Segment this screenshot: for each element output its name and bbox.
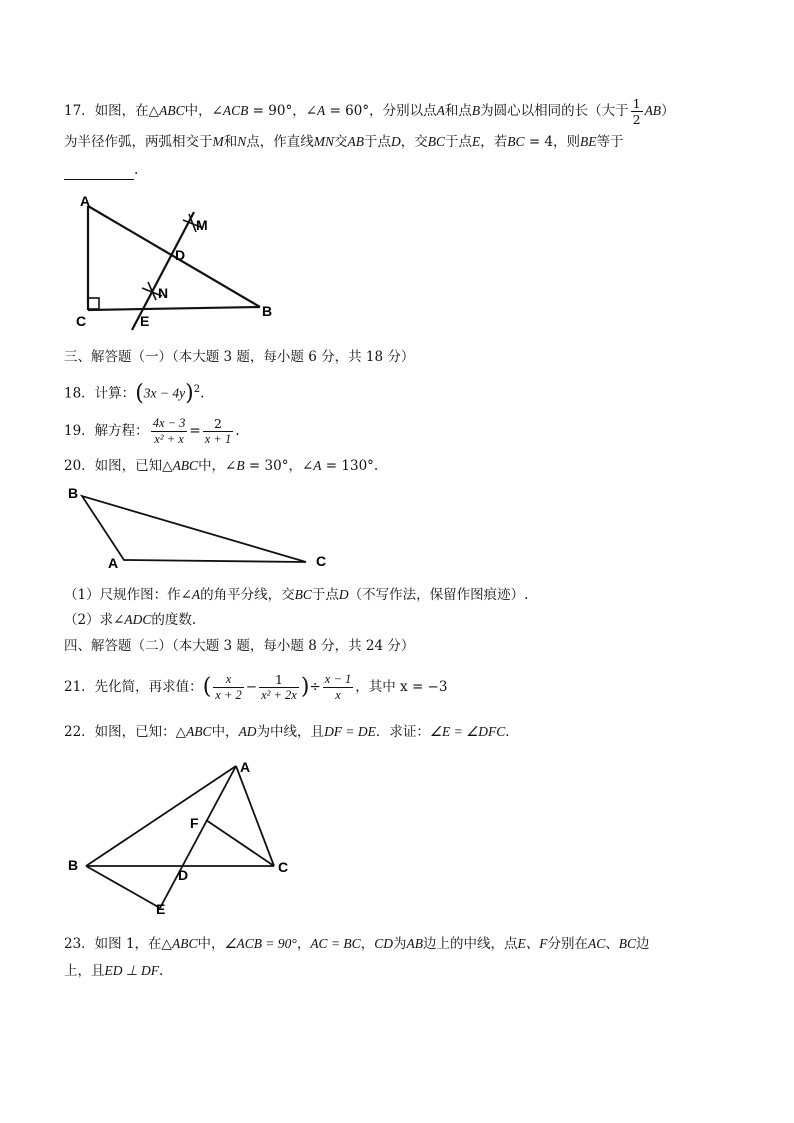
label-C: C (278, 859, 289, 875)
label-B: B (68, 857, 79, 873)
q19: 19．解方程： $\frac{4x - 3}{\text{x² + x}}$ = $\frac{2}{x + 1}$ . (64, 416, 240, 446)
segment-CB (88, 307, 260, 310)
q17-line1: 17．如图，在△ABC中，∠ACB = 90°，∠A = 60°，分别以点A和点B为圆心以相同的长（大于 $\frac{1}{2}$ AB） (64, 96, 675, 127)
segment-BA (86, 766, 236, 866)
q22-stem: 22．如图，已知：△ABC中，AD为中线，且DF = DE．求证：∠E = ∠DFC． (64, 724, 519, 740)
answer-blank (64, 165, 134, 180)
label-F: F (190, 815, 199, 831)
label-D: D (178, 867, 189, 883)
q23-line2: 上，且ED ⊥ DF. (64, 963, 164, 979)
label-A: A (80, 193, 91, 209)
segment-AC (236, 766, 274, 866)
q20-part1: （1）尺规作图：作∠A的角平分线，交BC于点D（不写作法，保留作图痕迹）. (64, 587, 529, 603)
q22-figure (64, 756, 304, 918)
q17-line2: 为半径作弧，两弧相交于M和N点，作直线MN交AB于点D，交BC于点E，若BC = 4，则BE等于 (64, 134, 624, 150)
right-angle-mark (88, 298, 99, 309)
q23-line1: 23．如图 1，在△ABC中，∠ACB = 90°，AC = BC，CD为AB边上的中线，点E、F分别在AC、BC边 (64, 936, 650, 952)
segment-FC (206, 820, 274, 866)
segment-AB (88, 206, 260, 307)
label-E: E (140, 313, 150, 329)
label-B: B (68, 485, 79, 501)
section-4-heading: 四、解答题（二）（本大题 3 题，每小题 8 分，共 24 分） (64, 638, 415, 654)
q20-figure (62, 484, 342, 574)
q21: 21．先化简，再求值：( $\frac{x}{x + 2}$ − $\frac{1}{\text{x² + 2x}}$ )÷ $\frac{x - 1}{x}$ ，其中 x = −3 (64, 672, 448, 702)
label-C: C (76, 313, 87, 329)
q17-answer-line: . (64, 160, 138, 180)
section-3-heading: 三、解答题（一）（本大题 3 题，每小题 6 分，共 18 分） (64, 349, 415, 365)
label-A: A (108, 555, 119, 571)
half-fraction: $\frac{1}{2}$ (632, 96, 641, 127)
label-N: N (158, 285, 169, 301)
segment-AE (160, 766, 236, 908)
q18: 18．计算：$(3x - 4y)^2$. (64, 381, 205, 406)
label-E: E (156, 901, 166, 917)
label-A: A (240, 759, 251, 775)
triangle-ABC (82, 496, 306, 562)
q20-part2: （2）求∠ADC的度数. (64, 612, 197, 628)
q20-stem: 20．如图，已知△ABC中，∠B = 30°，∠A = 130°. (64, 458, 379, 474)
label-B: B (262, 303, 273, 319)
segment-BE (86, 866, 160, 908)
label-M: M (196, 217, 208, 233)
q17-figure (70, 192, 290, 332)
label-C: C (316, 553, 327, 569)
label-D: D (175, 247, 186, 263)
